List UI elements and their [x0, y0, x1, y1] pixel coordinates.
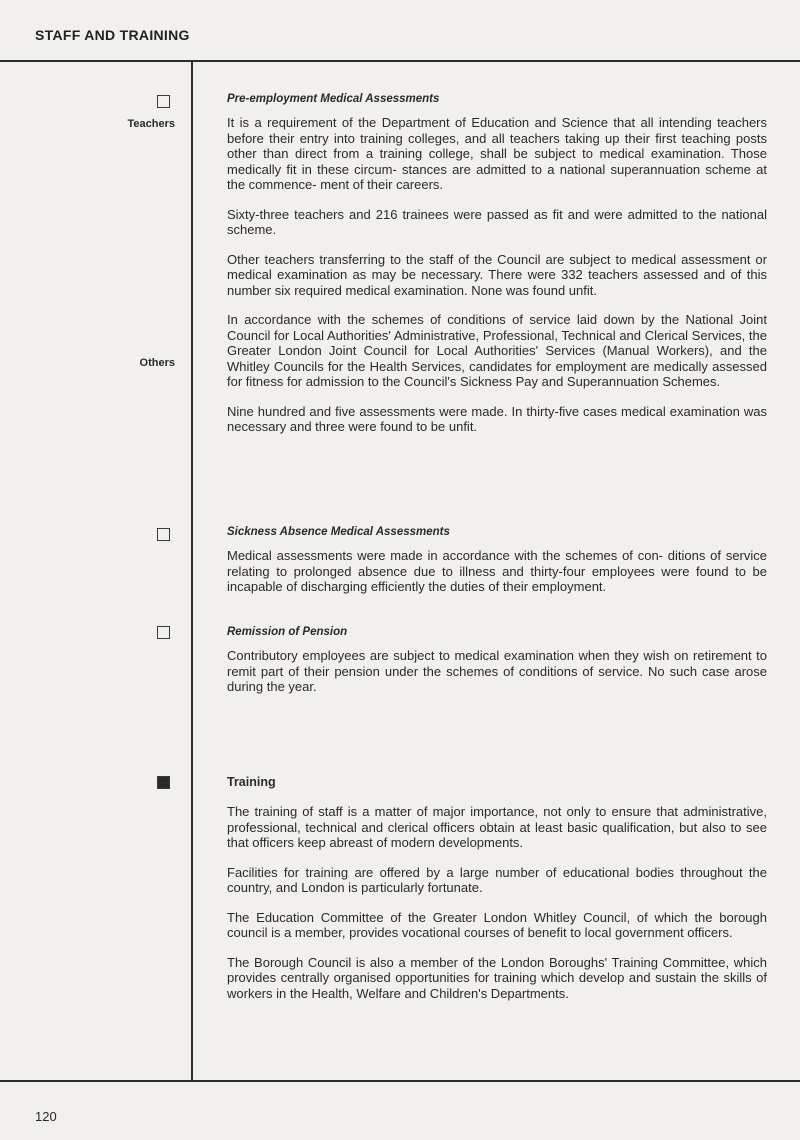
page-number: 120: [35, 1109, 57, 1124]
paragraph: Sixty-three teachers and 216 trainees were passed as fit and were admitted to the national scheme.: [227, 206, 767, 237]
paragraph: In accordance with the schemes of conditions of service laid down by the National Joint Council for Local Authorities' Administrative, Professional, Technical and Clerical Services, the Greater London Joint Council for Local Authorities' Services (Manual Workers), and the Whitley Councils for the Health Services, candidates for employment are medically assessed for fitness for admission to the Council's Sickness Pay and Superannuation Schemes.: [227, 312, 767, 389]
section-marker-filled-box: [157, 776, 170, 789]
paragraph: Facilities for training are offered by a large number of educational bodies throughout the country, and London is particularly fortunate.: [227, 864, 767, 895]
paragraph: Other teachers transferring to the staff of the Council are subject to medical assessment or medical examination as may be necessary. There were 332 teachers assessed and of this number six required medical examination. None was found unfit.: [227, 251, 767, 298]
page-header-title: STAFF AND TRAINING: [35, 27, 190, 43]
section-heading: Training: [227, 775, 276, 789]
section-marker-box: [157, 528, 170, 541]
section-marker-box: [157, 95, 170, 108]
paragraph: The Borough Council is also a member of the London Boroughs' Training Committee, which provides centrally organised opportunities for training which develop and sustain the skills of workers in the Health, Welfare and Children's Departments.: [227, 954, 767, 1001]
column-divider: [191, 61, 193, 1082]
section-pre-employment: [227, 93, 767, 449]
paragraph: It is a requirement of the Department of Education and Science that all intending teachers before their entry into training colleges, and all teachers taking up their first teaching posts other than direct from a training college, shall be subject to medical examination. Those medically fit in these circum- stances are admitted to a national superannuation scheme at the commence- ment of their careers.: [227, 115, 767, 192]
section-marker-box: [157, 626, 170, 639]
paragraph: Nine hundred and five assessments were made. In thirty-five cases medical examination was necessary and three were found to be unfit.: [227, 403, 767, 434]
paragraph: Contributory employees are subject to medical examination when they wish on retirement to remit part of their pension under the schemes of conditions of service. No such case arose during the year.: [227, 648, 767, 694]
paragraph: The training of staff is a matter of major importance, not only to ensure that administrative, professional, technical and clerical officers obtain at least basic qualification, but also to see that officers keep abreast of modern developments.: [227, 804, 767, 850]
section-sickness-absence: [227, 526, 767, 609]
sidebar-label-teachers: Teachers: [127, 118, 175, 130]
section-heading: Remission of Pension: [227, 626, 348, 638]
top-rule: [0, 60, 800, 62]
sidebar-label-others: Others: [139, 357, 175, 369]
section-heading: Sickness Absence Medical Assessments: [227, 526, 450, 538]
paragraph: The Education Committee of the Greater London Whitley Council, of which the borough council is a member, provides vocational courses of benefit to local government officers.: [227, 909, 767, 940]
section-remission: [227, 626, 767, 709]
paragraph: Medical assessments were made in accordance with the schemes of con- ditions of service relating to prolonged absence due to illness and thirty-four employees were found to be incapable of discharging efficiently the duties of their employment.: [227, 548, 767, 594]
bottom-rule: [0, 1080, 800, 1082]
section-heading: Pre-employment Medical Assessments: [227, 93, 440, 105]
section-training: [227, 775, 767, 1015]
